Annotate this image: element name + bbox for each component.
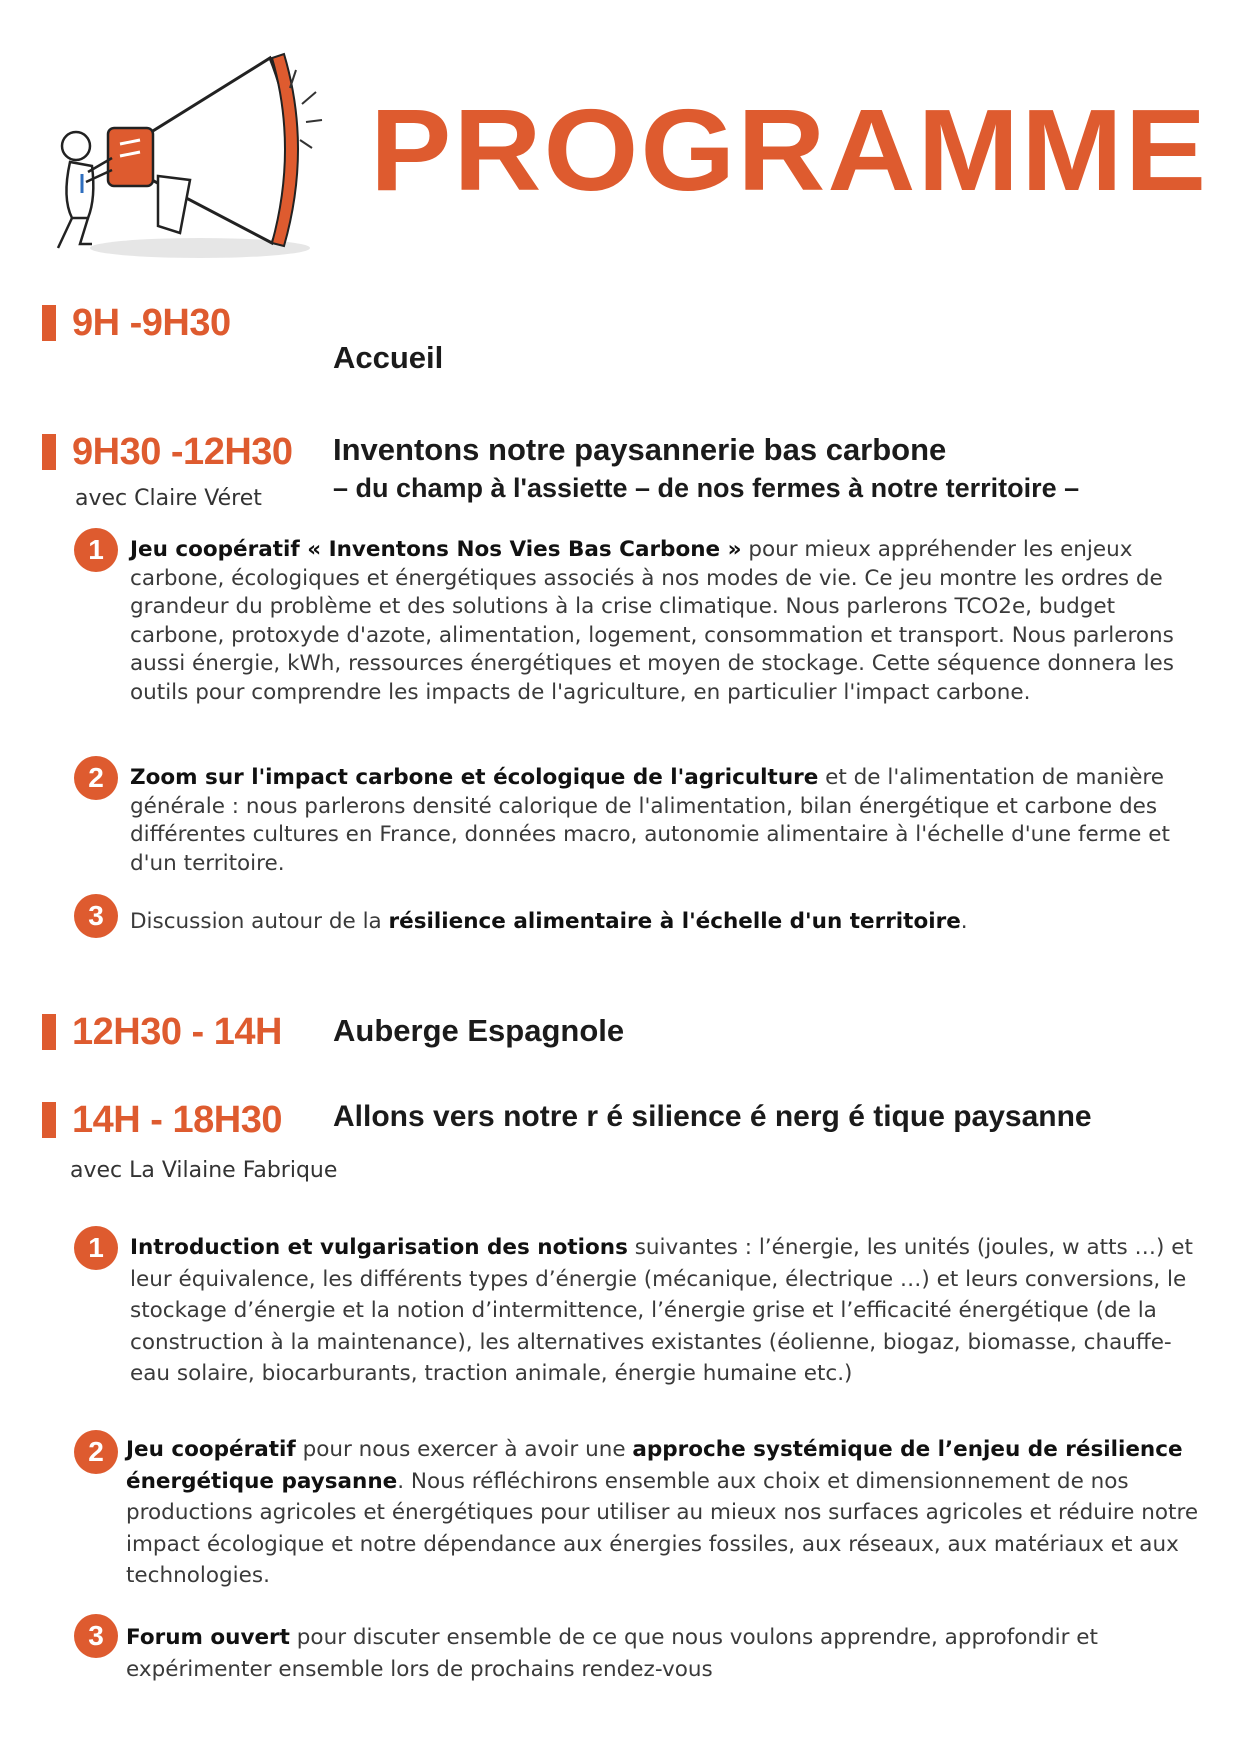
slot-title: Allons vers notre r é silience é nerg é tique paysanne (333, 1100, 1092, 1133)
time-label: 14H - 18H30 (72, 1098, 282, 1141)
time-marker (42, 1102, 56, 1138)
speaker: avec La Vilaine Fabrique (70, 1158, 338, 1183)
time-marker (42, 305, 56, 341)
number-badge: 1 (74, 1226, 118, 1270)
item-text: Discussion autour de la résilience alimentaire à l'échelle d'un territoire. (130, 909, 968, 934)
time-marker (42, 1014, 56, 1050)
item-text: Zoom sur l'impact carbone et écologique de l'agriculture et de l'alimentation de manière générale : nous parlerons densité calorique de l'alimentation, bilan énergétique et carbone des différentes cultures en France, données macro, autonomie alimentaire à l'échelle d'une ferme et d'un territoire. (130, 765, 1170, 876)
time-slot-1 (42, 301, 231, 344)
item-text: Jeu coopératif « Inventons Nos Vies Bas Carbone » pour mieux appréhender les enjeux carbone, écologiques et énergétiques associés à nos modes de vie. Ce jeu montre les ordres de grandeur du problème et des solutions à la crise climatique. Nous parlerons TCO2e, budget carbone, protoxyde d'azote, alimentation, logement, consommation et transport. Nous parlerons aussi énergie, kWh, ressources énergétiques et moyen de stockage. Cette séquence donnera les outils pour comprendre les impacts de l'agriculture, en particulier l'impact carbone. (130, 537, 1174, 705)
item-text: Jeu coopératif pour nous exercer à avoir une approche systémique de l’enjeu de résilience énergétique paysanne. Nous réfléchirons ensemble aux choix et dimensionnement de nos productions agricoles et énergétiques pour utiliser au mieux nos surfaces agricoles et réduire notre impact écologique et notre dépendance aux énergies fossiles, aux réseaux, aux matériaux et aux technologies. (126, 1437, 1199, 1588)
number-badge: 2 (74, 1430, 118, 1474)
number-badge: 3 (74, 1614, 118, 1658)
number-badge: 1 (74, 528, 118, 572)
item-text: Introduction et vulgarisation des notions suivantes : l’énergie, les unités (joules, w atts …) et leur équivalence, les différents types d’énergie (mécanique, électrique …) et leurs conversions, le stockage d’énergie et la notion d’intermittence, l’énergie grise et l’efficacité énergétique (de la construction à la maintenance), les alternatives existantes (éolienne, biogaz, biomasse, chauffe-eau solaire, biocarburants, traction animale, énergie humaine etc.) (130, 1235, 1193, 1386)
time-slot-4 (42, 1098, 282, 1141)
slot-subtitle: – du champ à l'assiette – de nos fermes à notre territoire – (333, 473, 1080, 503)
item-text: Forum ouvert pour discuter ensemble de ce que nous voulons apprendre, approfondir et expérimenter ensemble lors de prochains rendez-vous (126, 1625, 1098, 1682)
time-label: 9H30 -12H30 (72, 430, 293, 473)
megaphone-icon (40, 48, 360, 278)
time-slot-2 (42, 430, 293, 473)
time-label: 9H -9H30 (72, 301, 231, 344)
slot-title: Inventons notre paysannerie bas carbone (333, 432, 947, 467)
page-title: PROGRAMME (370, 85, 1209, 215)
time-marker (42, 434, 56, 470)
speaker: avec Claire Véret (75, 486, 262, 511)
time-label: 12H30 - 14H (72, 1010, 282, 1053)
slot-title: Auberge Espagnole (333, 1013, 625, 1048)
number-badge: 2 (74, 756, 118, 800)
time-slot-3 (42, 1010, 282, 1053)
slot-title: Accueil (333, 340, 444, 375)
number-badge: 3 (74, 894, 118, 938)
